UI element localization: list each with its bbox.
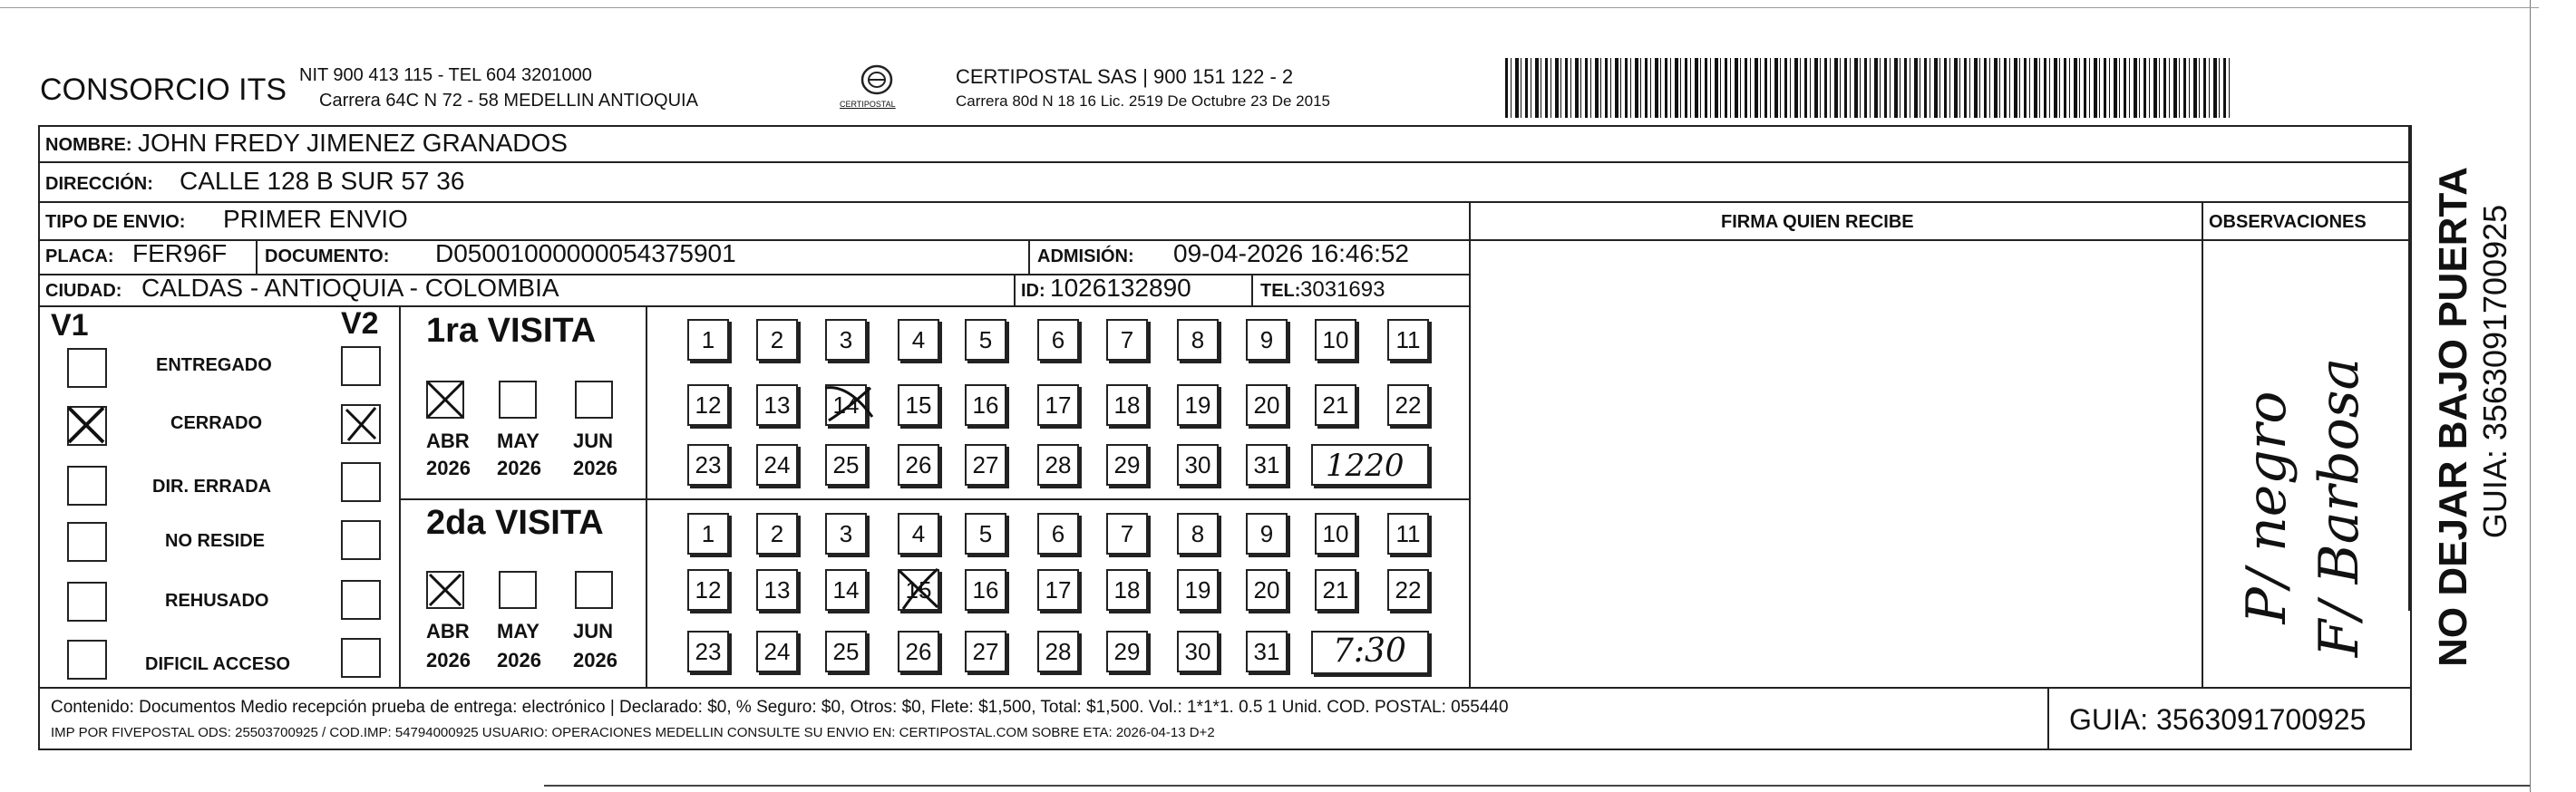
v1-checkbox-entregado[interactable] [67,348,107,388]
v2-checkbox-entregado[interactable] [341,346,381,386]
v2-day[interactable]: 23 [687,631,729,672]
footer-guia: GUIA: 3563091700925 [2069,703,2367,736]
first-visit-month-abr[interactable] [426,381,464,419]
first-visit-title: 1ra VISITA [426,312,597,350]
checkmark-x-icon [426,571,464,609]
second-visit-month-may[interactable] [499,571,537,609]
v2-day[interactable]: 14 [825,569,867,611]
v1-day[interactable]: 22 [1387,384,1429,426]
v2-day[interactable]: 25 [825,631,867,672]
v1-checkbox-dificil-acceso[interactable] [67,640,107,680]
v2-day[interactable]: 9 [1246,513,1288,555]
v2-checkbox-dir-errada[interactable] [341,462,381,502]
carrier-address: Carrera 80d N 18 16 Lic. 2519 De Octubre 23 De 2015 [956,92,1330,110]
v2-day[interactable]: 4 [898,513,939,555]
admision-label: ADMISIÓN: [1037,246,1134,266]
v1-day[interactable]: 23 [687,444,729,486]
second-visit-month-abr[interactable] [426,571,464,609]
v2-day[interactable]: 10 [1315,513,1356,555]
v2-day[interactable]: 30 [1177,631,1219,672]
v2-day[interactable]: 2 [756,513,798,555]
year-label: 2026 [426,649,471,671]
v1-day[interactable]: 4 [898,319,939,361]
barcode [1505,58,2231,118]
v1-day[interactable]: 27 [965,444,1006,486]
v2-day[interactable]: 6 [1037,513,1079,555]
v2-header: V2 [341,306,379,341]
v1-day[interactable]: 2 [756,319,798,361]
side-warning: NO DEJAR BAJO PUERTA [2431,167,2475,667]
v1-day[interactable]: 12 [687,384,729,426]
v2-day[interactable]: 20 [1246,569,1288,611]
checkmark-x-icon [341,404,381,444]
footer-content-line: Contenido: Documentos Medio recepción prueba de entrega: electrónico | Declarado: $0, % Seguro: $0, Otros: $0, Flete: $1,500, Total: $1,500. Vol.: 1*1*1. 0.5 1 Unid. COD. POSTAL: 055440 [51,698,1509,717]
first-visit-month-may[interactable] [499,381,537,419]
v2-day[interactable]: 18 [1106,569,1148,611]
month-label-jun: JUN [573,430,614,452]
strike-mark-icon [894,564,945,614]
nombre-label: NOMBRE: [45,135,132,155]
ciudad-label: CIUDAD: [45,281,122,301]
v2-day[interactable]: 11 [1387,513,1429,555]
v1-day[interactable]: 1 [687,319,729,361]
status-label-dir-errada: DIR. ERRADA [152,477,272,497]
strike-mark-icon [821,381,876,426]
v1-header: V1 [51,308,89,343]
year-label: 2026 [573,457,617,479]
v1-day[interactable]: 11 [1387,319,1429,361]
v2-day[interactable]: 19 [1177,569,1219,611]
v1-day[interactable]: 24 [756,444,798,486]
v1-day[interactable]: 3 [825,319,867,361]
tel-value: 3031693 [1300,277,1385,302]
v2-day[interactable]: 26 [898,631,939,672]
placa-label: PLACA: [45,246,114,266]
first-visit-month-jun[interactable] [575,381,613,419]
first-visit-time: 1220 [1326,448,1405,484]
v2-day[interactable]: 12 [687,569,729,611]
observaciones-header: OBSERVACIONES [2209,212,2367,232]
v1-checkbox-dir-errada[interactable] [67,466,107,506]
v2-day[interactable]: 21 [1315,569,1356,611]
id-label: ID: [1021,281,1045,301]
v1-day[interactable]: 9 [1246,319,1288,361]
v1-day[interactable]: 21 [1315,384,1356,426]
v1-day[interactable]: 20 [1246,384,1288,426]
placa-value: FER96F [132,239,228,267]
year-label: 2026 [573,649,617,671]
v1-day[interactable]: 30 [1177,444,1219,486]
v1-checkbox-rehusado[interactable] [67,582,107,622]
v1-day[interactable]: 26 [898,444,939,486]
documento-label: DOCUMENTO: [265,246,390,266]
v2-checkbox-cerrado[interactable] [341,404,381,444]
v2-day[interactable]: 17 [1037,569,1079,611]
v1-day[interactable]: 31 [1246,444,1288,486]
v2-day[interactable]: 28 [1037,631,1079,672]
side-guia: GUIA: 3563091700925 [2476,204,2513,539]
tipo-envio-label: TIPO DE ENVIO: [45,212,186,232]
status-label-cerrado: CERRADO [170,413,263,433]
checkmark-x-icon [65,404,105,444]
v2-day[interactable]: 24 [756,631,798,672]
nombre-value: JOHN FREDY JIMENEZ GRANADOS [138,129,568,157]
status-label-entregado: ENTREGADO [156,355,272,375]
tel-label: TEL: [1260,281,1301,301]
v1-day[interactable]: 25 [825,444,867,486]
year-label: 2026 [426,457,471,479]
v2-day[interactable]: 1 [687,513,729,555]
second-visit-time: 7:30 [1333,633,1406,670]
company-address: Carrera 64C N 72 - 58 MEDELLIN ANTIOQUIA [319,91,698,111]
ciudad-value: CALDAS - ANTIOQUIA - COLOMBIA [141,274,559,302]
scan-edge [2530,0,2531,792]
carrier-line: CERTIPOSTAL SAS | 900 151 122 - 2 [956,65,1294,88]
v1-day[interactable]: 29 [1106,444,1148,486]
v1-day[interactable]: 7 [1106,319,1148,361]
v2-day[interactable]: 29 [1106,631,1148,672]
direccion-value: CALLE 128 B SUR 57 36 [180,167,465,195]
v1-checkbox-no-reside[interactable] [67,522,107,562]
v2-checkbox-no-reside[interactable] [341,520,381,560]
v1-day[interactable]: 13 [756,384,798,426]
v1-day[interactable]: 28 [1037,444,1079,486]
year-label: 2026 [497,649,541,671]
v2-day[interactable]: 27 [965,631,1006,672]
scan-edge [544,785,2530,787]
status-label-no-reside: NO RESIDE [165,531,266,551]
second-visit-month-jun[interactable] [575,571,613,609]
v2-day[interactable]: 3 [825,513,867,555]
v2-day[interactable]: 7 [1106,513,1148,555]
documento-value: D05001000000054375901 [435,239,736,267]
company-nit: NIT 900 413 115 - TEL 604 3201000 [299,65,592,85]
month-label-jun: JUN [573,620,614,642]
v2-checkbox-dificil-acceso[interactable] [341,638,381,678]
v1-day[interactable]: 8 [1177,319,1219,361]
company-name: CONSORCIO ITS [40,72,287,107]
second-visit-title: 2da VISITA [426,504,604,542]
second-visit-time-box[interactable] [1311,631,1429,674]
v2-day[interactable]: 13 [756,569,798,611]
status-label-rehusado: REHUSADO [165,591,269,611]
v1-day[interactable]: 6 [1037,319,1079,361]
handwritten-observation: F/ Barbosa [2308,357,2371,658]
v2-day[interactable]: 8 [1177,513,1219,555]
v2-day-crossed[interactable]: 15 [898,569,939,611]
scan-edge [0,7,2539,8]
v1-day-crossed[interactable]: 14 [825,384,867,426]
direccion-label: DIRECCIÓN: [45,174,153,194]
tipo-envio-value: PRIMER ENVIO [223,205,408,233]
id-value: 1026132890 [1050,274,1191,302]
v2-day[interactable]: 31 [1246,631,1288,672]
month-label-abr: ABR [426,620,470,642]
v2-day[interactable]: 22 [1387,569,1429,611]
logo-caption: CERTIPOSTAL [840,100,896,109]
month-label-abr: ABR [426,430,470,452]
v1-checkbox-cerrado[interactable] [67,406,107,446]
month-label-may: MAY [497,430,540,452]
v1-day[interactable]: 19 [1177,384,1219,426]
admision-value: 09-04-2026 16:46:52 [1173,239,1409,267]
handwritten-observation: P/ negro [2235,391,2299,624]
v1-day[interactable]: 18 [1106,384,1148,426]
v1-day[interactable]: 10 [1315,319,1356,361]
footer-imp-line: IMP POR FIVEPOSTAL ODS: 25503700925 / COD.IMP: 54794000925 USUARIO: OPERACIONES MEDELLIN CONSULTE SU ENVIO EN: CERTIPOSTAL.COM SOBRE ETA: 2026-04-13 D+2 [51,725,1215,740]
v1-day[interactable]: 16 [965,384,1006,426]
v1-day[interactable]: 17 [1037,384,1079,426]
firma-header: FIRMA QUIEN RECIBE [1721,212,1914,232]
v2-day[interactable]: 5 [965,513,1006,555]
v2-day[interactable]: 16 [965,569,1006,611]
v1-day[interactable]: 5 [965,319,1006,361]
v1-day[interactable]: 15 [898,384,939,426]
year-label: 2026 [497,457,541,479]
status-label-dificil-acceso: DIFICIL ACCESO [145,654,291,674]
first-visit-time-box[interactable] [1311,444,1429,486]
checkmark-x-icon [424,379,466,420]
v2-checkbox-rehusado[interactable] [341,580,381,620]
month-label-may: MAY [497,620,540,642]
